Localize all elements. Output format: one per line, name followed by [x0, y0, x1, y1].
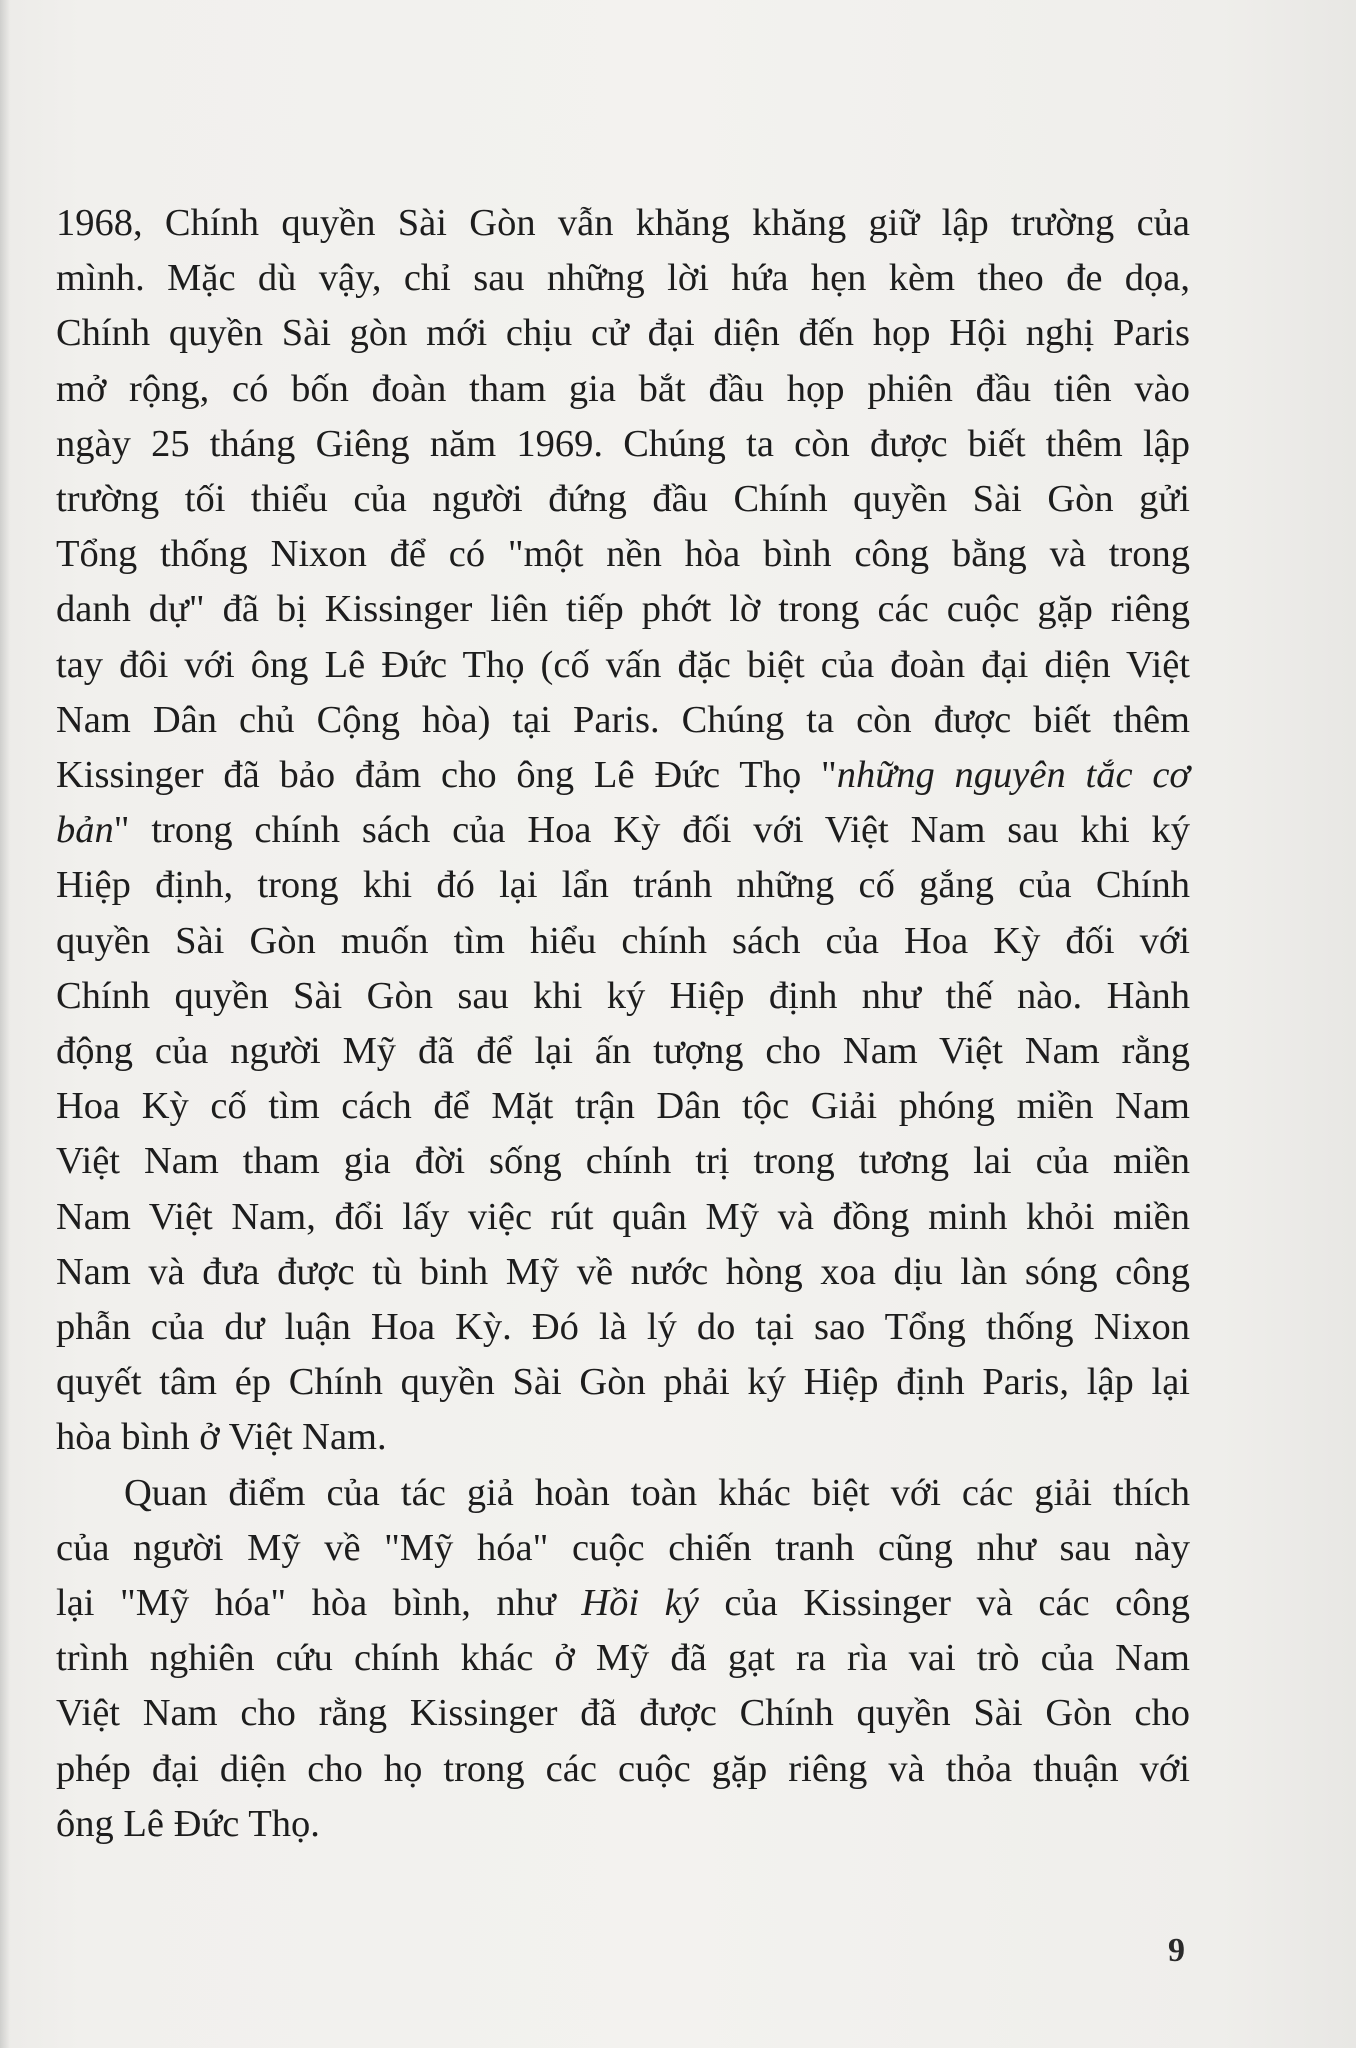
- text-line: ngày 25 tháng Giêng năm 1969. Chúng ta còn được biết thêm lập: [56, 422, 1190, 465]
- text-line: Hoa Kỳ cố tìm cách để Mặt trận Dân tộc Giải phóng miền Nam: [56, 1085, 1190, 1128]
- text-line: động của người Mỹ đã để lại ấn tượng cho Nam Việt Nam rằng: [56, 1030, 1190, 1073]
- text-line: phẫn của dư luận Hoa Kỳ. Đó là lý do tại sao Tổng thống Nixon: [56, 1306, 1190, 1349]
- text-line: tay đôi với ông Lê Đức Thọ (cố vấn đặc biệt của đoàn đại diện Việt: [56, 643, 1190, 686]
- text-line: của người Mỹ về "Mỹ hóa" cuộc chiến tranh cũng như sau này: [56, 1526, 1190, 1569]
- text-line: 1968, Chính quyền Sài Gòn vẫn khăng khăng giữ lập trường của: [56, 202, 1190, 244]
- body-text: [56, 196, 1190, 1852]
- italic-phrase: bản: [56, 809, 114, 852]
- text-line: Quan điểm của tác giả hoàn toàn khác biệt với các giải thích: [124, 1471, 1190, 1514]
- italic-phrase: những nguyên tắc cơ: [836, 754, 1190, 797]
- text-line: mình. Mặc dù vậy, chỉ sau những lời hứa hẹn kèm theo đe dọa,: [56, 257, 1190, 300]
- text-line: Kissinger đã bảo đảm cho ông Lê Đức Thọ "những nguyên tắc cơ: [56, 754, 1190, 797]
- text-line: Việt Nam cho rằng Kissinger đã được Chính quyền Sài Gòn cho: [56, 1692, 1190, 1735]
- text-line: Nam và đưa được tù binh Mỹ về nước hòng xoa dịu làn sóng công: [56, 1250, 1190, 1293]
- text-line: quyết tâm ép Chính quyền Sài Gòn phải ký Hiệp định Paris, lập lại: [56, 1361, 1190, 1404]
- text-line: Chính quyền Sài Gòn sau khi ký Hiệp định như thế nào. Hành: [56, 974, 1190, 1017]
- text-line: Nam Dân chủ Cộng hòa) tại Paris. Chúng ta còn được biết thêm: [56, 698, 1190, 741]
- text-line: Nam Việt Nam, đổi lấy việc rút quân Mỹ và đồng minh khỏi miền: [56, 1195, 1190, 1238]
- text-line: trường tối thiểu của người đứng đầu Chính quyền Sài Gòn gửi: [56, 478, 1190, 521]
- text-line: phép đại diện cho họ trong các cuộc gặp riêng và thỏa thuận với: [56, 1747, 1190, 1790]
- text-line: lại "Mỹ hóa" hòa bình, như Hồi ký của Kissinger và các công: [56, 1582, 1190, 1625]
- text-line: danh dự" đã bị Kissinger liên tiếp phớt lờ trong các cuộc gặp riêng: [56, 588, 1190, 631]
- page-number: 9: [1168, 1932, 1185, 1969]
- text-line: Hiệp định, trong khi đó lại lẩn tránh những cố gắng của Chính: [56, 864, 1190, 907]
- text-line: Tổng thống Nixon để có "một nền hòa bình công bằng và trong: [56, 533, 1190, 576]
- text-line: trình nghiên cứu chính khác ở Mỹ đã gạt ra rìa vai trò của Nam: [56, 1637, 1190, 1680]
- italic-phrase: Hồi ký: [581, 1582, 699, 1625]
- text-line: mở rộng, có bốn đoàn tham gia bắt đầu họp phiên đầu tiên vào: [56, 367, 1190, 410]
- text-line: Việt Nam tham gia đời sống chính trị trong tương lai của miền: [56, 1140, 1190, 1183]
- text-line: Chính quyền Sài gòn mới chịu cử đại diện đến họp Hội nghị Paris: [56, 312, 1190, 355]
- page-gutter-shadow: [0, 0, 10, 2048]
- text-line: quyền Sài Gòn muốn tìm hiểu chính sách của Hoa Kỳ đối với: [56, 919, 1190, 962]
- text-line: hòa bình ở Việt Nam.: [56, 1416, 387, 1459]
- text-line: ông Lê Đức Thọ.: [56, 1802, 320, 1845]
- text-line: bản" trong chính sách của Hoa Kỳ đối với Việt Nam sau khi ký: [56, 809, 1190, 852]
